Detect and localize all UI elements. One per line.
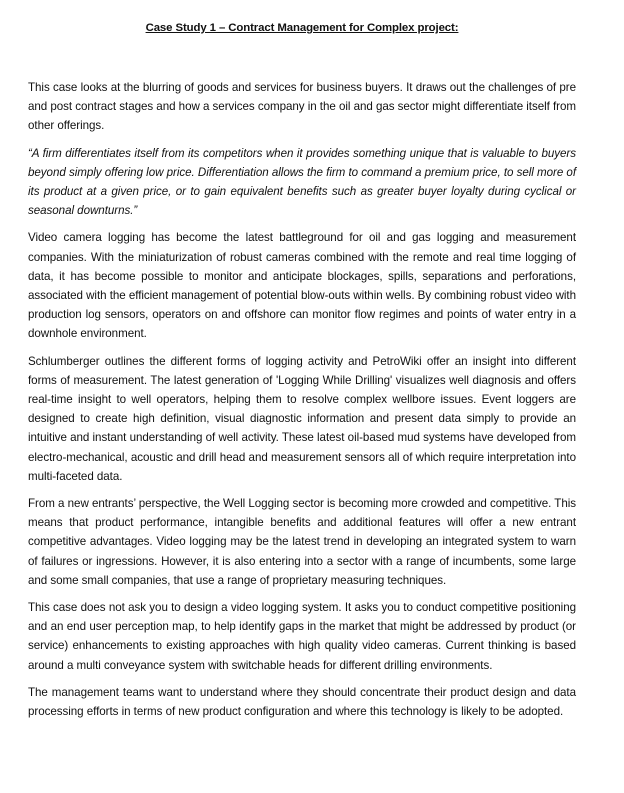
quote-paragraph: “A firm differentiates itself from its competitors when it provides something unique that is valuable to buyers beyond simply offering low price. Differentiation allows the firm to command a premium price, to sell more of its product at a given price, or to gain equivalent benefits such as greater buyer loyalty during cyclical or seasonal downturns.” [28,146,576,218]
document-page [28,20,576,729]
page-title: Case Study 1 – Contract Management for Complex project: [145,22,459,34]
video-logging-paragraph: Video camera logging has become the latest battleground for oil and gas logging and measurement companies. With the miniaturization of robust cameras combined with the remote and real time logging of data, it has become possible to monitor and anticipate blockages, spills, separations and perforations, associated with the efficient management of potential blow-outs within wells. By combining robust video with production log sensors, operators on and offshore can monitor flow regimes and points of water entry in a downhole environment. [28,231,576,341]
intro-paragraph: This case looks at the blurring of goods and services for business buyers. It draws out the challenges of pre and post contract stages and how a services company in the oil and gas sector might differentiate itself from other offerings. [28,81,576,133]
schlumberger-paragraph: Schlumberger outlines the different forms of logging activity and PetroWiki offer an insight into different forms of measurement. The latest generation of 'Logging While Drilling' visualizes well diagnosis and offers real-time insight to well operators, helping them to resolve complex wellbore issues. Event loggers are designed to create high definition, visual diagnostic information and present data simply to provide an intuitive and instant understanding of well activity. These latest oil-based mud systems have developed from electro-mechanical, acoustic and drill head and measurement sensors all of which require interpretation into multi-faceted data. [28,354,576,483]
case-task-paragraph: This case does not ask you to design a video logging system. It asks you to conduct competitive positioning and an end user perception map, to help identify gaps in the market that might be addressed by product (or service) enhancements to existing approaches with high quality video cameras. Current thinking is based around a multi conveyance system with switchable heads for different drilling environments. [28,601,576,672]
new-entrants-paragraph: From a new entrants’ perspective, the Well Logging sector is becoming more crowded and competitive. This means that product performance, intangible benefits and additional features will offer a new entrant competitive advantages. Video logging may be the latest trend in developing an integrated system to warn of failures or ingressions. However, it is also entering into a sector with a range of incumbents, some large and some small companies, that use a range of proprietary measuring techniques. [28,497,576,587]
management-paragraph: The management teams want to understand where they should concentrate their product design and data processing efforts in terms of new product configuration and where this technology is likely to be adopted. [28,685,576,719]
